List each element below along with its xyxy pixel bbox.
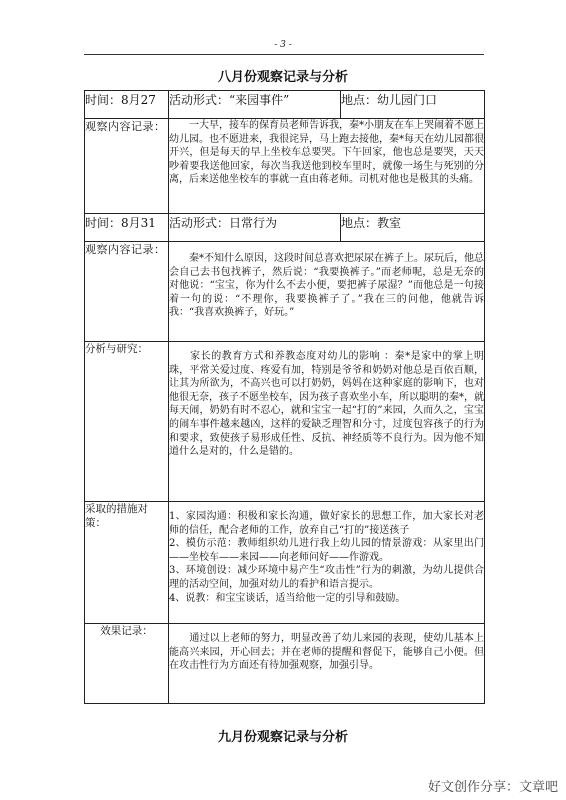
row1-obs-text: 一大早，接车的保育员老师告诉我，秦*小朋友在车上哭闹着不愿上幼儿园。也不愿进来，我很诧异，马上跑去接他，秦*每天在幼儿园都很开兴，但是每天的早上坐校车总要哭。下午回家，他也总是要哭，天天吵着要我送他回家，每次当我送他到校车里时，就像一场生与死别的分离，后来送他坐校车的事就一直由蒋老师。司机对他也是极其的头痛。: [169, 119, 485, 214]
measures-row: [85, 502, 485, 624]
row1-meta: [85, 91, 485, 119]
row2-time: 时间：8月31: [85, 214, 169, 242]
september-title: 九月份观察记录与分析: [217, 730, 348, 745]
page-number: - 3 -: [274, 40, 292, 50]
effect-label: 效果记录：: [85, 624, 169, 704]
row1-time: 时间：8月27: [85, 91, 169, 119]
watermark: 好文创作分享：文章吧: [427, 780, 558, 795]
analysis-row: [85, 342, 485, 502]
august-title: 八月份观察记录与分析: [217, 70, 348, 85]
analysis-label: 分析与研究：: [85, 342, 169, 502]
analysis-text: 家长的教育方式和养教态度对幼儿的影响 ：秦*是家中的掌上明珠，平常关爱过度、疼爱有加，特别是爷爷和奶奶对他总是百依百顺，让其为所欲为，不高兴也可以打奶奶，妈妈在这种家庭的影响下，也对他很无奈，孩子不愿坐校车，因为孩子喜欢坐小车，所以聪明的秦*，就每天闹，奶奶有时不忍心，就和宝宝一起“打的”来园，久而久之，宝宝的闹车事件越来越凶，这样的爱缺乏理智和分寸，过度包容孩子的行为和要求，致使孩子易形成任性、反抗、神经质等不良行为。因为他不知道什么是对的，什么是错的。: [169, 342, 485, 502]
row1-observation: [85, 119, 485, 214]
row2-place: 地点：教室: [341, 214, 485, 242]
header-rule: [84, 54, 484, 55]
row2-activity: 活动形式：日常行为: [169, 214, 341, 242]
measures-text: 1、家园沟通：积极和家长沟通，做好家长的思想工作，加大家长对老师的信任，配合老师的工作，放弃自己“打的”接送孩子 2、模仿示范：教师组织幼儿进行我上幼儿园的情景游戏：从家里出门——坐校车——来园——向老师问好——作游戏。 3、环境创设：减少环境中易产生“攻击性”行为的刺激，为幼儿提供合理的活动空间，加强对幼儿的看护和语言提示。 4、说教：和宝宝谈话，适当给他一定的引导和鼓励。: [169, 502, 485, 624]
row2-observation: [85, 242, 485, 342]
row2-meta: [85, 214, 485, 242]
effect-row: [85, 624, 485, 704]
effect-text: 通过以上老师的努力，明显改善了幼儿来园的表现，使幼儿基本上能高兴来园，开心回去；并在老师的提醒和督促下，能够自己小便。但在攻击性行为方面还有待加强观察，加强引导。: [169, 624, 485, 704]
measures-label: 采取的措施对策：: [85, 502, 169, 624]
observation-table: [84, 90, 485, 704]
row1-obs-label: 观察内容记录：: [85, 119, 169, 214]
row1-place: 地点：幼儿园门口: [341, 91, 485, 119]
row2-obs-text: 秦*不知什么原因，这段时间总喜欢把尿尿在裤子上。尿玩后，他总会自己去书包找裤子，然后说：“我要换裤子。”而老师呢，总是无奈的对他说：“宝宝，你为什么不去小便，要把裤子尿湿？”而他总是一句接着一句的说：“不理你，我要换裤子了。”我在三的问他，他就告诉我：“我喜欢换裤子，好玩。”: [169, 242, 485, 342]
row2-obs-label: 观察内容记录：: [85, 242, 169, 342]
row1-activity: 活动形式：“来园事件”: [169, 91, 341, 119]
